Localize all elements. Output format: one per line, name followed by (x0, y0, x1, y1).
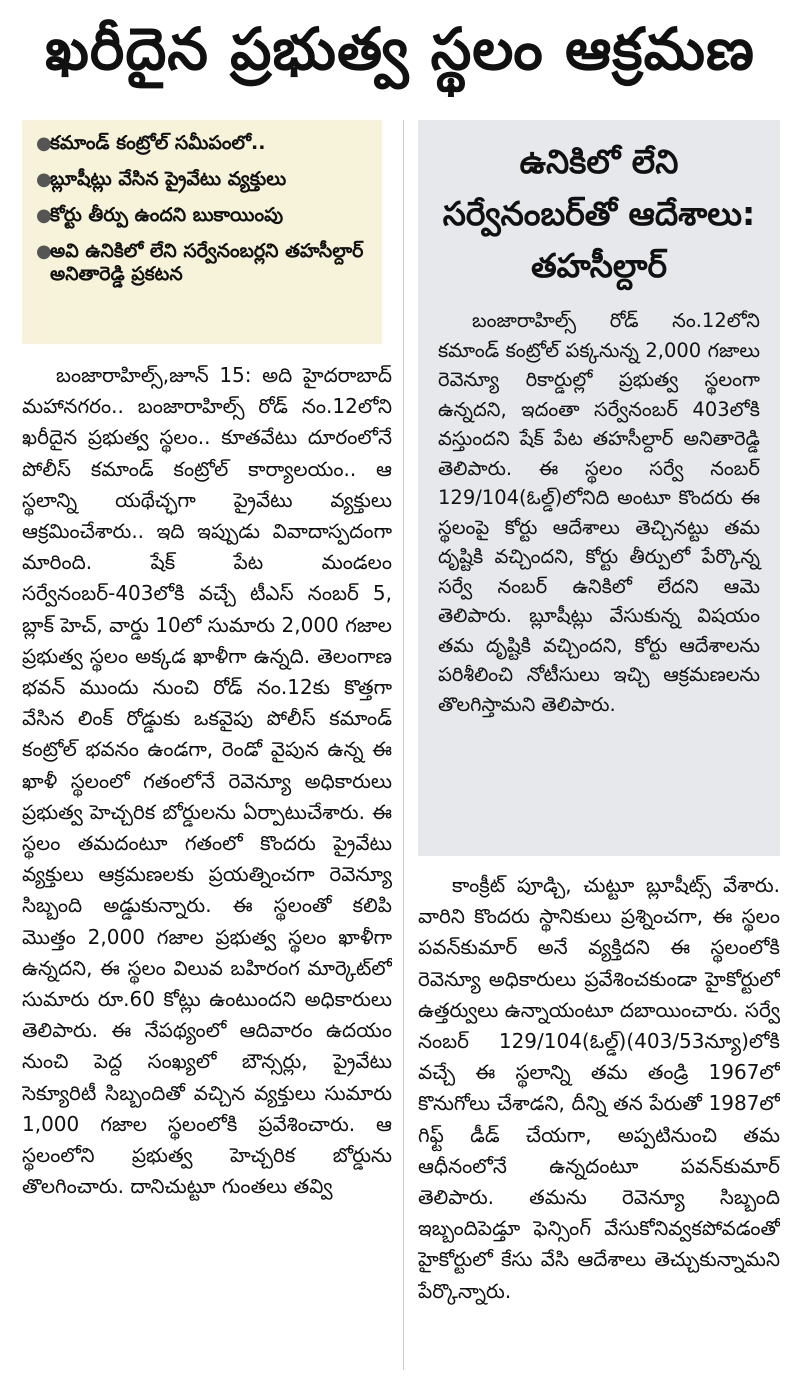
highlight-item (36, 168, 372, 191)
highlights-box (22, 120, 382, 344)
sidebar-subhead: ఉనికిలో లేని సర్వేనంబర్‌తో ఆదేశాలు: తహసీల్దార్ (442, 142, 756, 285)
highlight-item (36, 240, 372, 286)
highlight-text: కోర్టు తీర్పు ఉందని బుకాయింపు (50, 204, 284, 226)
headline: ఖరీదైన ప్రభుత్వ స్థలం ఆక్రమణ (45, 14, 755, 83)
sidebar-text-block (438, 306, 760, 719)
article-column-left (22, 360, 392, 1360)
highlight-text: కమాండ్ కంట్రోల్ సమీపంలో.. (50, 132, 266, 154)
column-divider (403, 120, 404, 1370)
bullet-icon: ● (36, 133, 52, 154)
article-paragraph: బంజారాహిల్స్,జూన్ 15: అది హైదరాబాద్ మహానగరం.. బంజారాహిల్స్ రోడ్ నం.12లోని ఖరీదైన ప్రభుత్వ స్థలం.. కూతవేటు దూరంలోనే పోలీస్ కమాండ్ కంట్రోల్ కార్యాలయం.. ఆ స్థలాన్ని యథేచ్ఛగా ప్రైవేటు వ్యక్తులు ఆక్రమించేశారు.. ఇది ఇప్పుడు వివాదాస్పదంగా మారింది. షేక్ పేట మండలం సర్వేనంబర్-403లోకి వచ్చే టీఎస్ నంబర్ 5, బ్లాక్ హెచ్, వార్డు 10లో సుమారు 2,000 గజాల ప్రభుత్వ స్థలం అక్కడ ఖాళీగా ఉన్నది. తెలంగాణ భవన్ ముందు నుంచి రోడ్ నం.12కు కొత్తగా వేసిన లింక్ రోడ్డుకు ఒకవైపు పోలీస్ కమాండ్ కంట్రోల్ భవనం ఉండగా, రెండో వైపున ఉన్న ఈ ఖాళీ స్థలంలో గతంలోనే రెవెన్యూ అధికారులు ప్రభుత్వ హెచ్చరిక బోర్డులను ఏర్పాటుచేశారు. ఈ స్థలం తమదంటూ గతంలో కొందరు ప్రైవేటు వ్యక్తులు ఆక్రమణలకు ప్రయత్నించగా రెవెన్యూ సిబ్బంది అడ్డుకున్నారు. ఈ స్థలంతో కలిపి మొత్తం 2,000 గజాల ప్రభుత్వ స్థలం ఖాళీగా ఉన్నదని, ఈ స్థలం విలువ బహిరంగ మార్కెట్‌లో సుమారు రూ.60 కోట్లు ఉంటుందని అధికారులు తెలిపారు. ఈ నేపథ్యంలో ఆదివారం ఉదయం నుంచి పెద్ద సంఖ్యలో బౌన్సర్లు, ప్రైవేటు సెక్యూరిటీ సిబ్బందితో వచ్చిన వ్యక్తులు సుమారు 1,000 గజాల స్థలంలోకి ప్రవేశించారు. ఆ స్థలంలోని ప్రభుత్వ హెచ్చరిక బోర్డును తొలగించారు. దానిచుట్టూ గుంతలు తవ్వి (22, 363, 392, 1199)
article-column-right (418, 870, 780, 1370)
sidebar-paragraph: బంజారాహిల్స్ రోడ్ నం.12లోని కమాండ్ కంట్రోల్ పక్కనున్న 2,000 గజాలు రెవెన్యూ రికార్డుల్లో ప్రభుత్వ స్థలంగా ఉన్నదని, ఇదంతా సర్వేనంబర్ 403లోకి వస్తుందని షేక్ పేట తహసీల్దార్ అనితారెడ్డి తెలిపారు. ఈ స్థలం సర్వే నంబర్ 129/104(ఓల్డ్)లోనిది అంటూ కొందరు ఈ స్థలంపై కోర్టు ఆదేశాలు తెచ్చినట్టు తమ దృష్టికి వచ్చిందని, కోర్టు తీర్పులో పేర్కొన్న సర్వే నంబర్ ఉనికిలో లేదని ఆమె తెలిపారు. బ్లూషీట్లు వేసుకున్న విషయం తమ దృష్టికి వచ్చిందని, కోర్టు ఆదేశాలను పరిశీలించి నోటీసులు ఇచ్చి ఆక్రమణలను తొలగిస్తామని తెలిపారు. (438, 309, 760, 716)
bullet-icon: ● (36, 205, 52, 226)
article-paragraph: కాంక్రీట్ పూడ్చి, చుట్టూ బ్లూషీట్స్ వేశారు. వారిని కొందరు స్థానికులు ప్రశ్నించగా, ఈ స్థలం పవన్‌కుమార్ అనే వ్యక్తిదని ఈ స్థలంలోకి రెవెన్యూ అధికారులు ప్రవేశించకుండా హైకోర్టులో ఉత్తర్వులు ఉన్నాయంటూ దబాయించారు. సర్వే నంబర్ 129/104(ఓల్డ్)(403/53న్యూ)లోకి వచ్చే ఈ స్థలాన్ని తమ తండ్రి 1967లో కొనుగోలు చేశాడని, దీన్ని తన పేరుతో 1987లో గిఫ్ట్ డీడ్ చేయగా, అప్పటినుంచి తమ ఆధీనంలోనే ఉన్నదంటూ పవన్‌కుమార్ తెలిపారు. తమను రెవెన్యూ సిబ్బంది ఇబ్బందిపెడ్తూ ఫెన్సింగ్ వేసుకోనివ్వకపోవడంతో హైకోర్టులో కేసు వేసి ఆదేశాలు తెచ్చుకున్నామని పేర్కొన్నారు. (418, 873, 780, 1303)
sidebar-box (418, 120, 780, 856)
bullet-icon: ● (36, 169, 52, 190)
highlight-text: బ్లూషీట్లు వేసిన ప్రైవేటు వ్యక్తులు (50, 168, 287, 190)
highlight-item (36, 132, 372, 155)
highlight-text: అవి ఉనికిలో లేని సర్వేనంబర్లని తహసీల్దార్ అనితారెడ్డి ప్రకటన (50, 240, 364, 285)
highlight-item (36, 204, 372, 227)
bullet-icon: ● (36, 241, 52, 262)
